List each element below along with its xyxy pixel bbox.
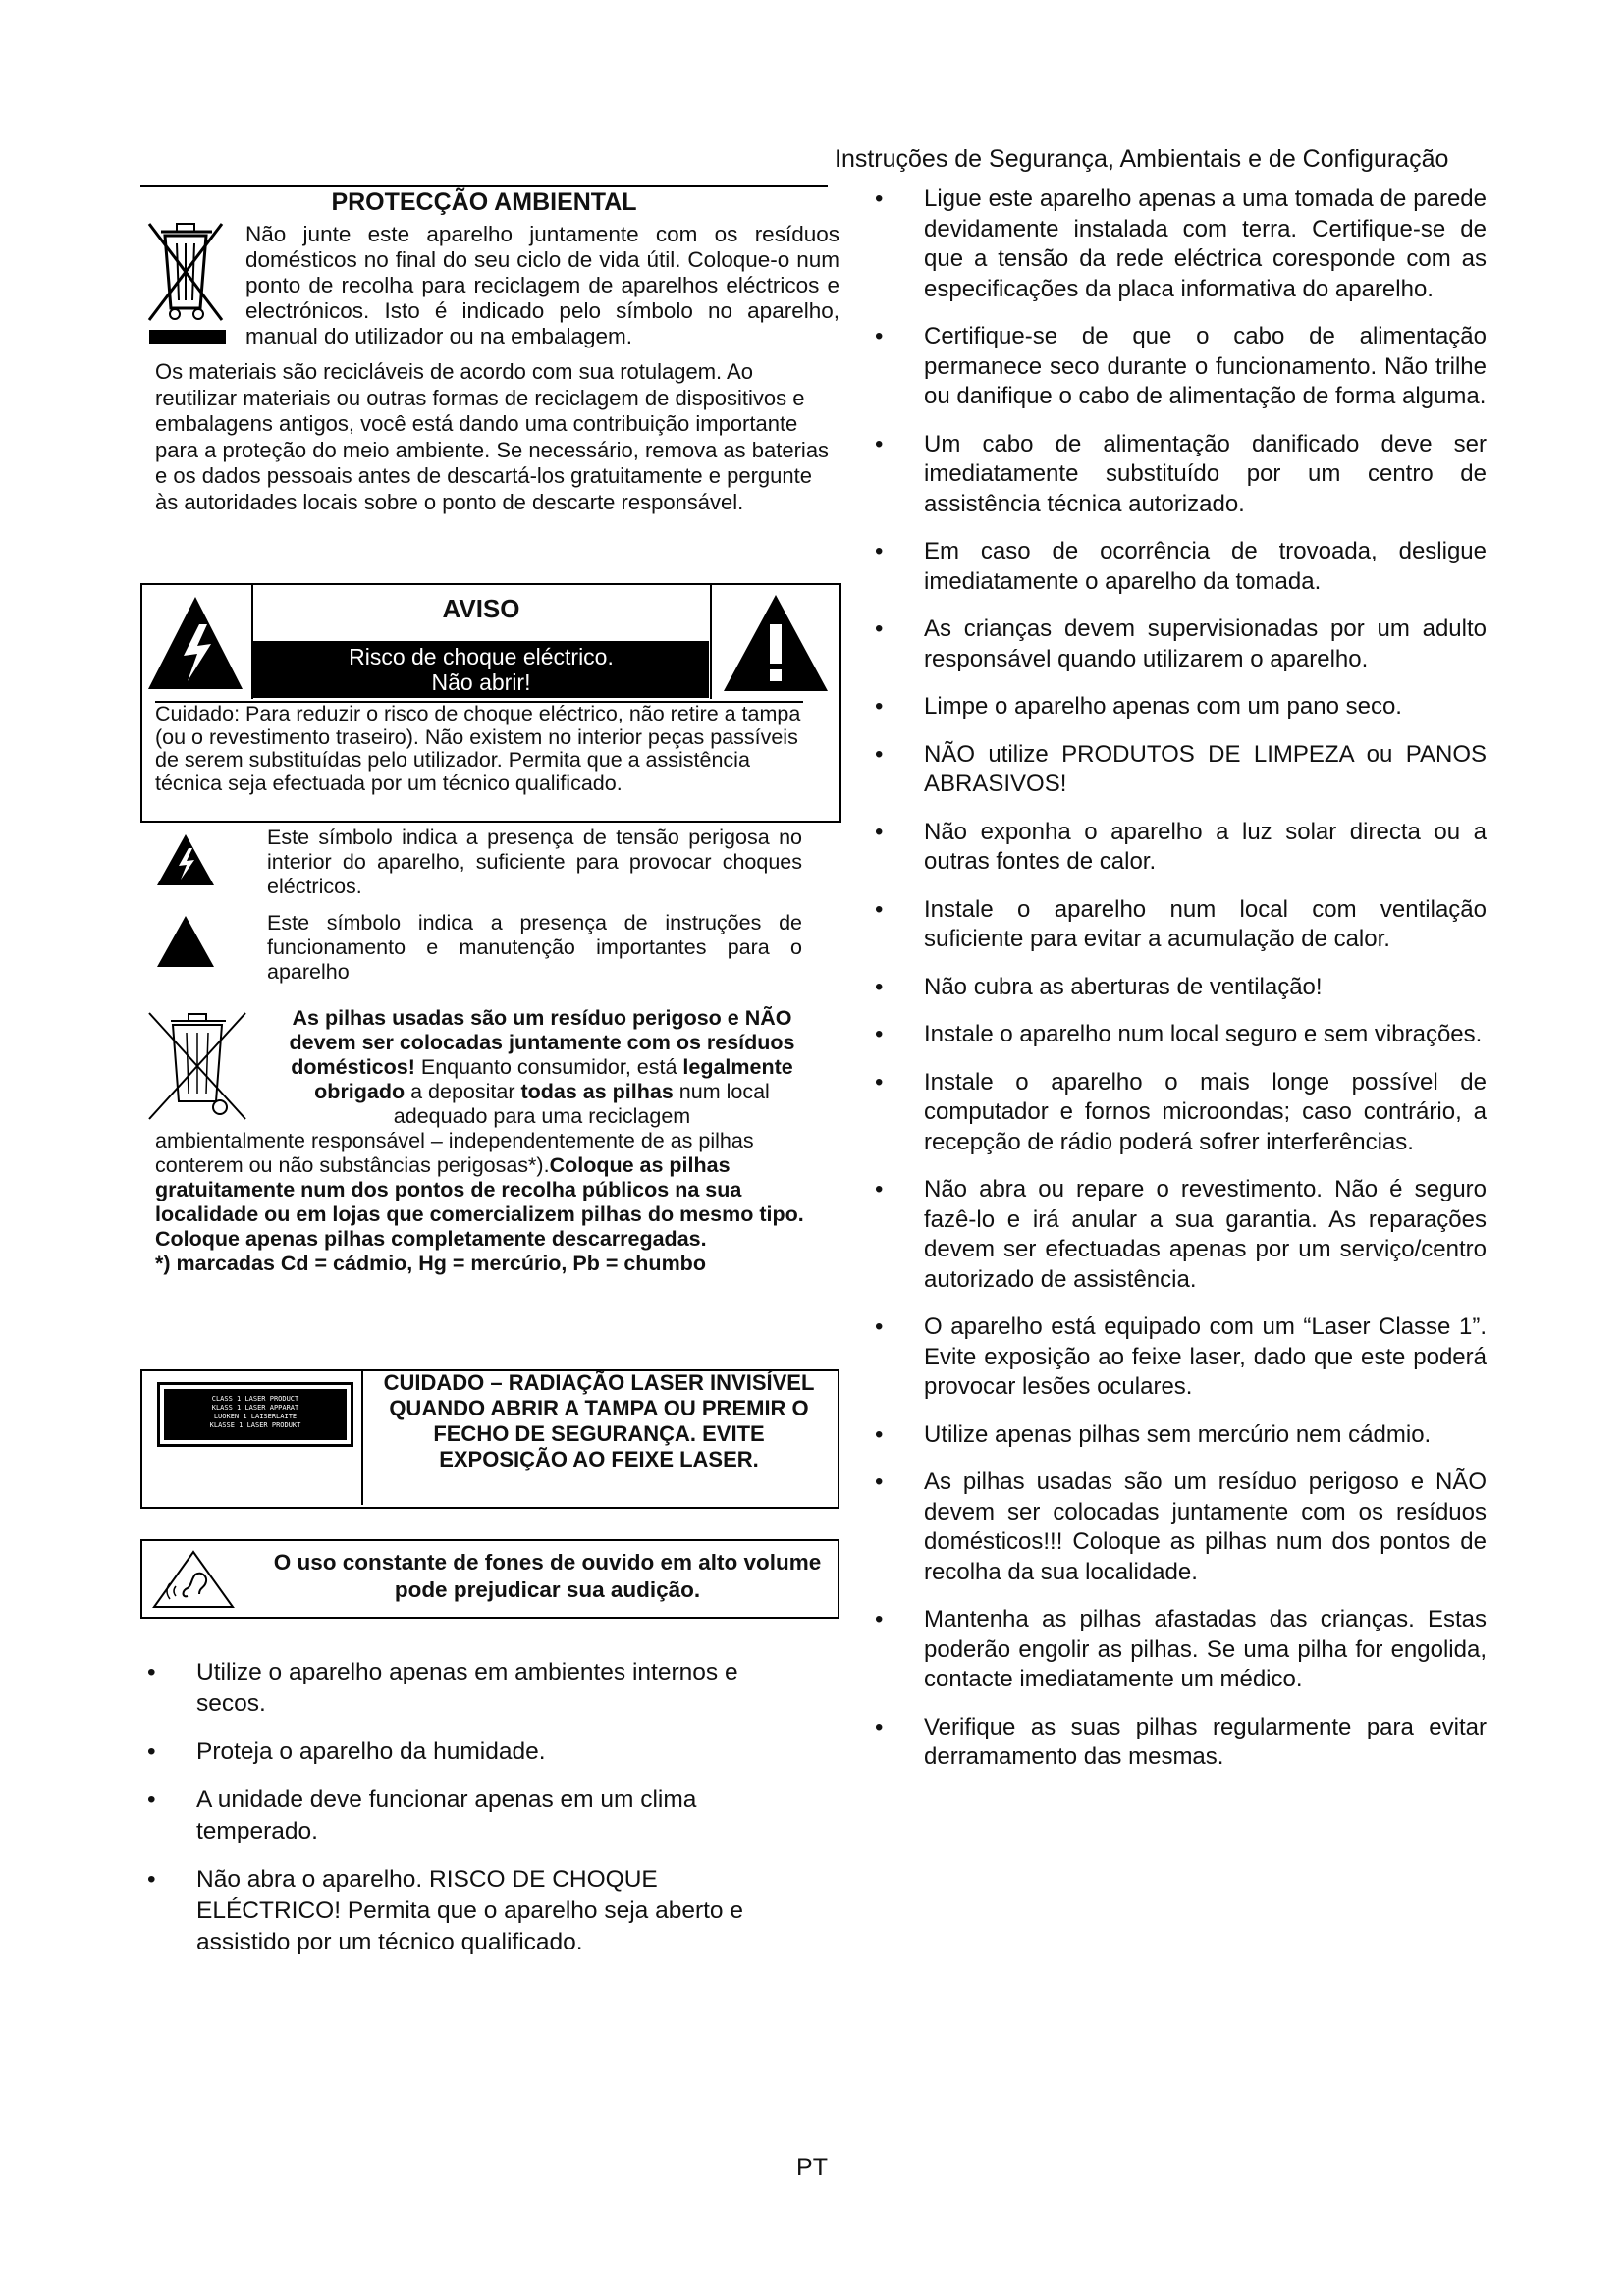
warning-title: AVISO — [442, 594, 520, 623]
list-item: • Não abra ou repare o revestimento. Não é seguro fazê-lo e irá anular a sua garantia. As reparações devem ser efectuadas apenas por um serviço/centro autorizado de assistência. — [868, 1175, 1487, 1295]
ear-warning-icon — [152, 1549, 235, 1610]
laser-class-label: CLASS 1 LASER PRODUCT KLASS 1 LASER APPARAT LUOKEN 1 LAISERLAITE KLASSE 1 LASER PRODUKT — [157, 1382, 353, 1447]
lightning-triangle-icon — [140, 583, 251, 699]
list-item: • Limpe o aparelho apenas com um pano seco. — [868, 692, 1487, 722]
symbol-instructions-text: Este símbolo indica a presença de instruções de funcionamento e manutenção importantes para o aparelho — [267, 911, 802, 984]
page-header: Instruções de Segurança, Ambientais e de Configuração — [835, 145, 1449, 173]
warning-band — [253, 641, 709, 698]
environment-recycling-text: Os materiais são recicláveis de acordo com sua rotulagem. Ao reutilizar materiais ou outras formas de reciclagem de dispositivos e embalagens antigos, você está dando uma contribuição importante para a proteção do meio ambiente. Se necessário, remova as baterias e os dados pessoais antes de descartá-los gratuitamente e pergunte às autoridades locais sobre o ponto de descarte responsável. — [155, 359, 830, 514]
batteries-disposal-text: ambientalmente responsável – independentemente de as pilhas conterem ou não substâncias perigosas*).Coloque as pilhas gratuitamente num dos pontos de recolha públicos na sua localidade ou em lojas que comercializem pilhas do mesmo tipo. Coloque apenas pilhas completamente descarregadas. *) marcadas Cd = cádmio, Hg = mercúrio, Pb = chumbo — [155, 1129, 804, 1275]
list-item: • Não cubra as aberturas de ventilação! — [868, 973, 1487, 1003]
crossed-out-bin-icon — [143, 218, 228, 346]
warning-right-cell — [710, 583, 839, 699]
list-item: • As pilhas usadas são um resíduo perigoso e NÃO devem ser colocadas juntamente com os resíduos domésticos!!! Coloque as pilhas num dos pontos de recolha da sua localidade. — [868, 1468, 1487, 1587]
exclamation-triangle-icon — [155, 914, 216, 969]
list-item: • Instale o aparelho o mais longe possível de computador e fornos microondas; caso contrário, a recepção de rádio poderá sofrer interferências. — [868, 1068, 1487, 1158]
left-instructions-list — [140, 1657, 779, 1975]
environment-text: Não junte este aparelho juntamente com os resíduos domésticos no final do seu ciclo de vida útil. Coloque-o num ponto de recolha para reciclagem de aparelhos eléctricos e electrónicos. Isto é indicado pelo símbolo no aparelho, manual do utilizador ou na embalagem. — [245, 222, 839, 348]
list-item: • Proteja o aparelho da humidade. — [140, 1736, 779, 1768]
list-item: • Mantenha as pilhas afastadas das crianças. Estas poderão engolir as pilhas. Se uma pilha for engolida, contacte imediatamente um médico. — [868, 1605, 1487, 1695]
symbol-voltage-text: Este símbolo indica a presença de tensão perigosa no interior do aparelho, suficiente para provocar choques eléctricos. — [267, 826, 802, 898]
exclamation-triangle-icon — [712, 583, 839, 699]
list-item: • Verifique as suas pilhas regularmente para evitar derramamento das mesmas. — [868, 1713, 1487, 1773]
list-item: • Certifique-se de que o cabo de alimentação permanece seco durante o funcionamento. Não trilhe ou danifique o cabo de alimentação de forma alguma. — [868, 322, 1487, 412]
list-item: • NÃO utilize PRODUTOS DE LIMPEZA ou PANOS ABRASIVOS! — [868, 740, 1487, 800]
list-item: • As crianças devem supervisionadas por um adulto responsável quando utilizarem o aparelho. — [868, 614, 1487, 674]
lightning-triangle-icon — [155, 832, 216, 887]
hearing-warning-text: O uso constante de fones de ouvido em alto volume pode prejudicar sua audição. — [273, 1550, 822, 1602]
laser-warning-text: CUIDADO – RADIAÇÃO LASER INVISÍVEL QUANDO ABRIR A TAMPA OU PREMIR O FECHO DE SEGURANÇA. EVITE EXPOSIÇÃO AO FEIXE LASER. — [383, 1370, 815, 1471]
warning-caution-text: Cuidado: Para reduzir o risco de choque eléctrico, não retire a tampa (ou o revestimento traseiro). Não existem no interior peças passíveis de serem substituídas pelo utilizador. Permita que a assistência técnica seja efectuada por um técnico qualificado. — [155, 701, 803, 795]
page-language-label: PT — [796, 2154, 828, 2181]
batteries-warning-text: As pilhas usadas são um resíduo perigoso e NÃO devem ser colocadas juntamente com os resíduos domésticos! Enquanto consumidor, está legalmente obrigado a depositar todas as pilhas num local adequado para uma reciclagem — [289, 1006, 795, 1128]
list-item: • Instale o aparelho num local seguro e sem vibrações. — [868, 1020, 1487, 1050]
list-item: • Não exponha o aparelho a luz solar directa ou a outras fontes de calor. — [868, 818, 1487, 878]
right-instructions-list — [868, 185, 1487, 1790]
list-item: • Ligue este aparelho apenas a uma tomada de parede devidamente instalada com terra. Certifique-se de que a tensão da rede eléctrica coresponde com as especificações da placa informativa do aparelho. — [868, 185, 1487, 304]
list-item: • Utilize o aparelho apenas em ambientes internos e secos. — [140, 1657, 779, 1720]
warning-band-line1: Risco de choque eléctrico. — [349, 644, 614, 669]
crossed-out-battery-bin-icon — [143, 1009, 251, 1125]
warning-band-line2: Não abrir! — [431, 669, 531, 695]
environment-title: PROTECÇÃO AMBIENTAL — [140, 185, 828, 217]
list-item: • O aparelho está equipado com um “Laser Classe 1”. Evite exposição ao feixe laser, dado que este poderá provocar lesões oculares. — [868, 1312, 1487, 1403]
list-item: • Em caso de ocorrência de trovoada, desligue imediatamente o aparelho da tomada. — [868, 537, 1487, 597]
list-item: • Não abra o aparelho. RISCO DE CHOQUE ELÉCTRICO! Permita que o aparelho seja aberto e assistido por um técnico qualificado. — [140, 1864, 779, 1958]
warning-left-cell — [140, 583, 253, 699]
list-item: • A unidade deve funcionar apenas em um clima temperado. — [140, 1785, 779, 1847]
list-item: • Um cabo de alimentação danificado deve ser imediatamente substituído por um centro de assistência técnica autorizado. — [868, 430, 1487, 520]
list-item: • Utilize apenas pilhas sem mercúrio nem cádmio. — [868, 1420, 1487, 1451]
list-item: • Instale o aparelho num local com ventilação suficiente para evitar a acumulação de calor. — [868, 895, 1487, 955]
